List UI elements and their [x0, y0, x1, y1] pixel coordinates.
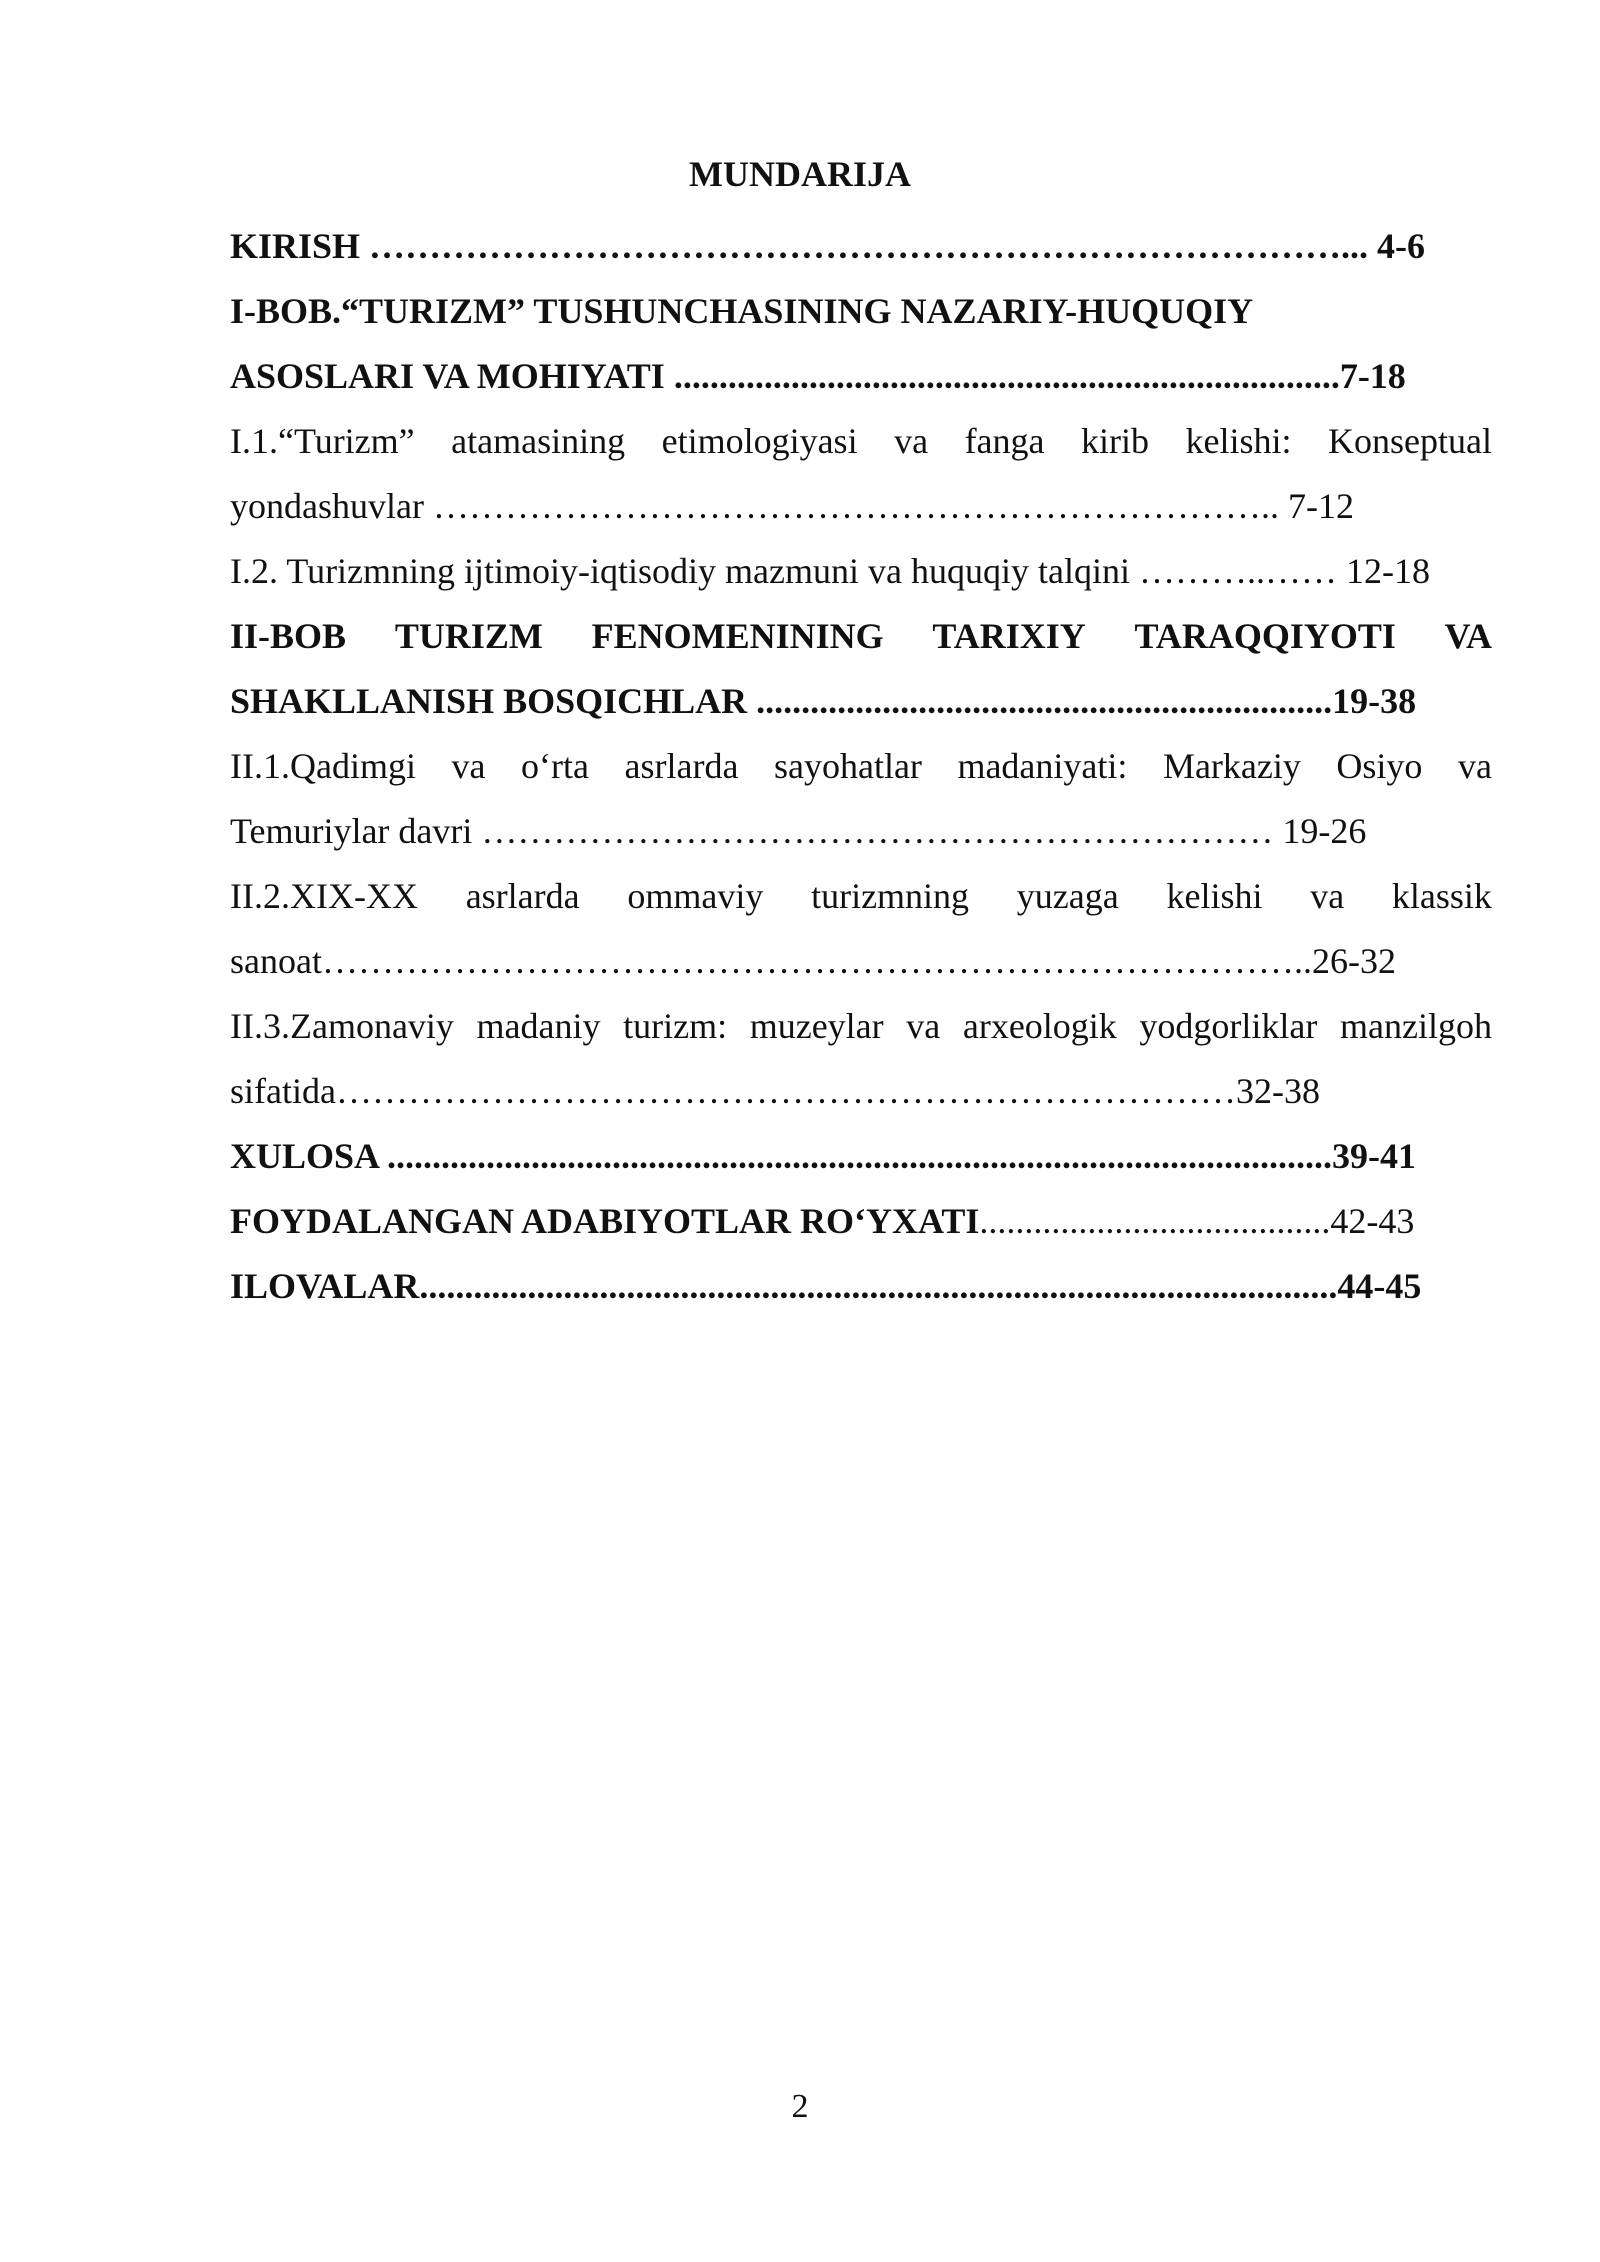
toc-entry-ilovalar: ILOVALAR......................................................................................................44-45: [230, 1266, 1422, 1306]
toc-word: o‘rta: [521, 746, 589, 786]
toc-entry-adabiyotlar-label: FOYDALANGAN ADABIYOTLAR RO‘YXATI: [230, 1201, 980, 1241]
toc-entry-bob2-line2: SHAKLLANISH BOSQICHLAR ................................................................19-38: [230, 681, 1417, 721]
toc-word: asrlarda: [465, 876, 580, 916]
toc-word: II.2.XIX-XX: [230, 876, 418, 916]
toc-word: II.3.Zamonaviy: [230, 1006, 454, 1046]
toc-entry-section-2-1-line2: Temuriylar davri ………………………………………………………… 19-26: [230, 811, 1367, 851]
toc-word: kirib: [1081, 421, 1150, 461]
toc-word: madaniyati:: [957, 746, 1128, 786]
toc-entry-adabiyotlar: [230, 1189, 1492, 1254]
toc-entry-bob2-line1: [230, 604, 1492, 669]
toc-word: va: [906, 1006, 941, 1046]
toc-word: klassik: [1391, 876, 1492, 916]
toc-word: VA: [1444, 616, 1492, 656]
toc-word: va: [1457, 746, 1492, 786]
toc-entry-section-2-1-line1: [230, 734, 1492, 799]
toc-entry-section-1-1-line2: yondashuvlar …………………………………………………………….. 7-12: [230, 486, 1354, 526]
toc-entry-section-2-2-line1: [230, 864, 1492, 929]
toc-entry-bob1-line1: I-BOB.“TURIZM” TUSHUNCHASINING NAZARIY-HUQUQIY: [230, 291, 1254, 331]
toc-word: etimologiyasi: [661, 421, 858, 461]
toc-word: Konseptual: [1328, 421, 1492, 461]
toc-word: turizm:: [623, 1006, 728, 1046]
toc-word: yuzaga: [1016, 876, 1119, 916]
toc-word: manzilgoh: [1340, 1006, 1492, 1046]
toc-entry-bob1-line2: ASOSLARI VA MOHIYATI ..........................................................................7-18: [230, 356, 1406, 396]
toc-word: yodgorliklar: [1139, 1006, 1318, 1046]
toc-entry-adabiyotlar-leader: .......................................42-43: [979, 1201, 1415, 1241]
toc-entry-section-2-3-line2: sifatida…………………………………………………………………32-38: [230, 1071, 1320, 1111]
page-title: MUNDARIJA: [689, 154, 911, 194]
toc-word: FENOMENINING: [591, 616, 884, 656]
toc-word: madaniy: [476, 1006, 601, 1046]
table-of-contents: [230, 214, 1492, 1319]
toc-entry-kirish: KIRISH ………………………………………………………………………... 4-6: [230, 226, 1426, 266]
toc-word: muzeylar: [749, 1006, 884, 1046]
toc-word: kelishi:: [1185, 421, 1292, 461]
toc-entry-section-2-2-line2: sanoat………………………………………………………………………..26-32: [230, 941, 1396, 981]
toc-word: fanga: [964, 421, 1045, 461]
toc-entry-xulosa: XULOSA .........................................................................................................39-41: [230, 1136, 1417, 1176]
toc-word: II-BOB: [230, 616, 347, 656]
toc-word: Markaziy: [1162, 746, 1301, 786]
toc-word: kelishi: [1166, 876, 1263, 916]
toc-word: TARAQQIYOTI: [1134, 616, 1396, 656]
page-number: 2: [791, 2088, 809, 2125]
toc-word: ommaviy: [627, 876, 764, 916]
toc-word: II.1.Qadimgi: [230, 746, 416, 786]
toc-word: va: [1310, 876, 1345, 916]
toc-word: I.1.“Turizm”: [230, 421, 415, 461]
toc-word: va: [894, 421, 929, 461]
toc-entry-section-2-3-line1: [230, 994, 1492, 1059]
toc-word: asrlarda: [624, 746, 739, 786]
toc-word: TARIXIY: [932, 616, 1086, 656]
toc-word: sayohatlar: [773, 746, 922, 786]
toc-word: turizmning: [811, 876, 970, 916]
toc-word: arxeologik: [962, 1006, 1117, 1046]
toc-entry-section-1-1-line1: [230, 409, 1492, 474]
toc-word: va: [451, 746, 486, 786]
toc-word: Osiyo: [1336, 746, 1423, 786]
toc-word: atamasining: [451, 421, 626, 461]
toc-word: TURIZM: [394, 616, 543, 656]
toc-entry-section-1-2: I.2. Turizmning ijtimoiy-iqtisodiy mazmuni va huquqiy talqini ………..…… 12-18: [230, 551, 1430, 591]
